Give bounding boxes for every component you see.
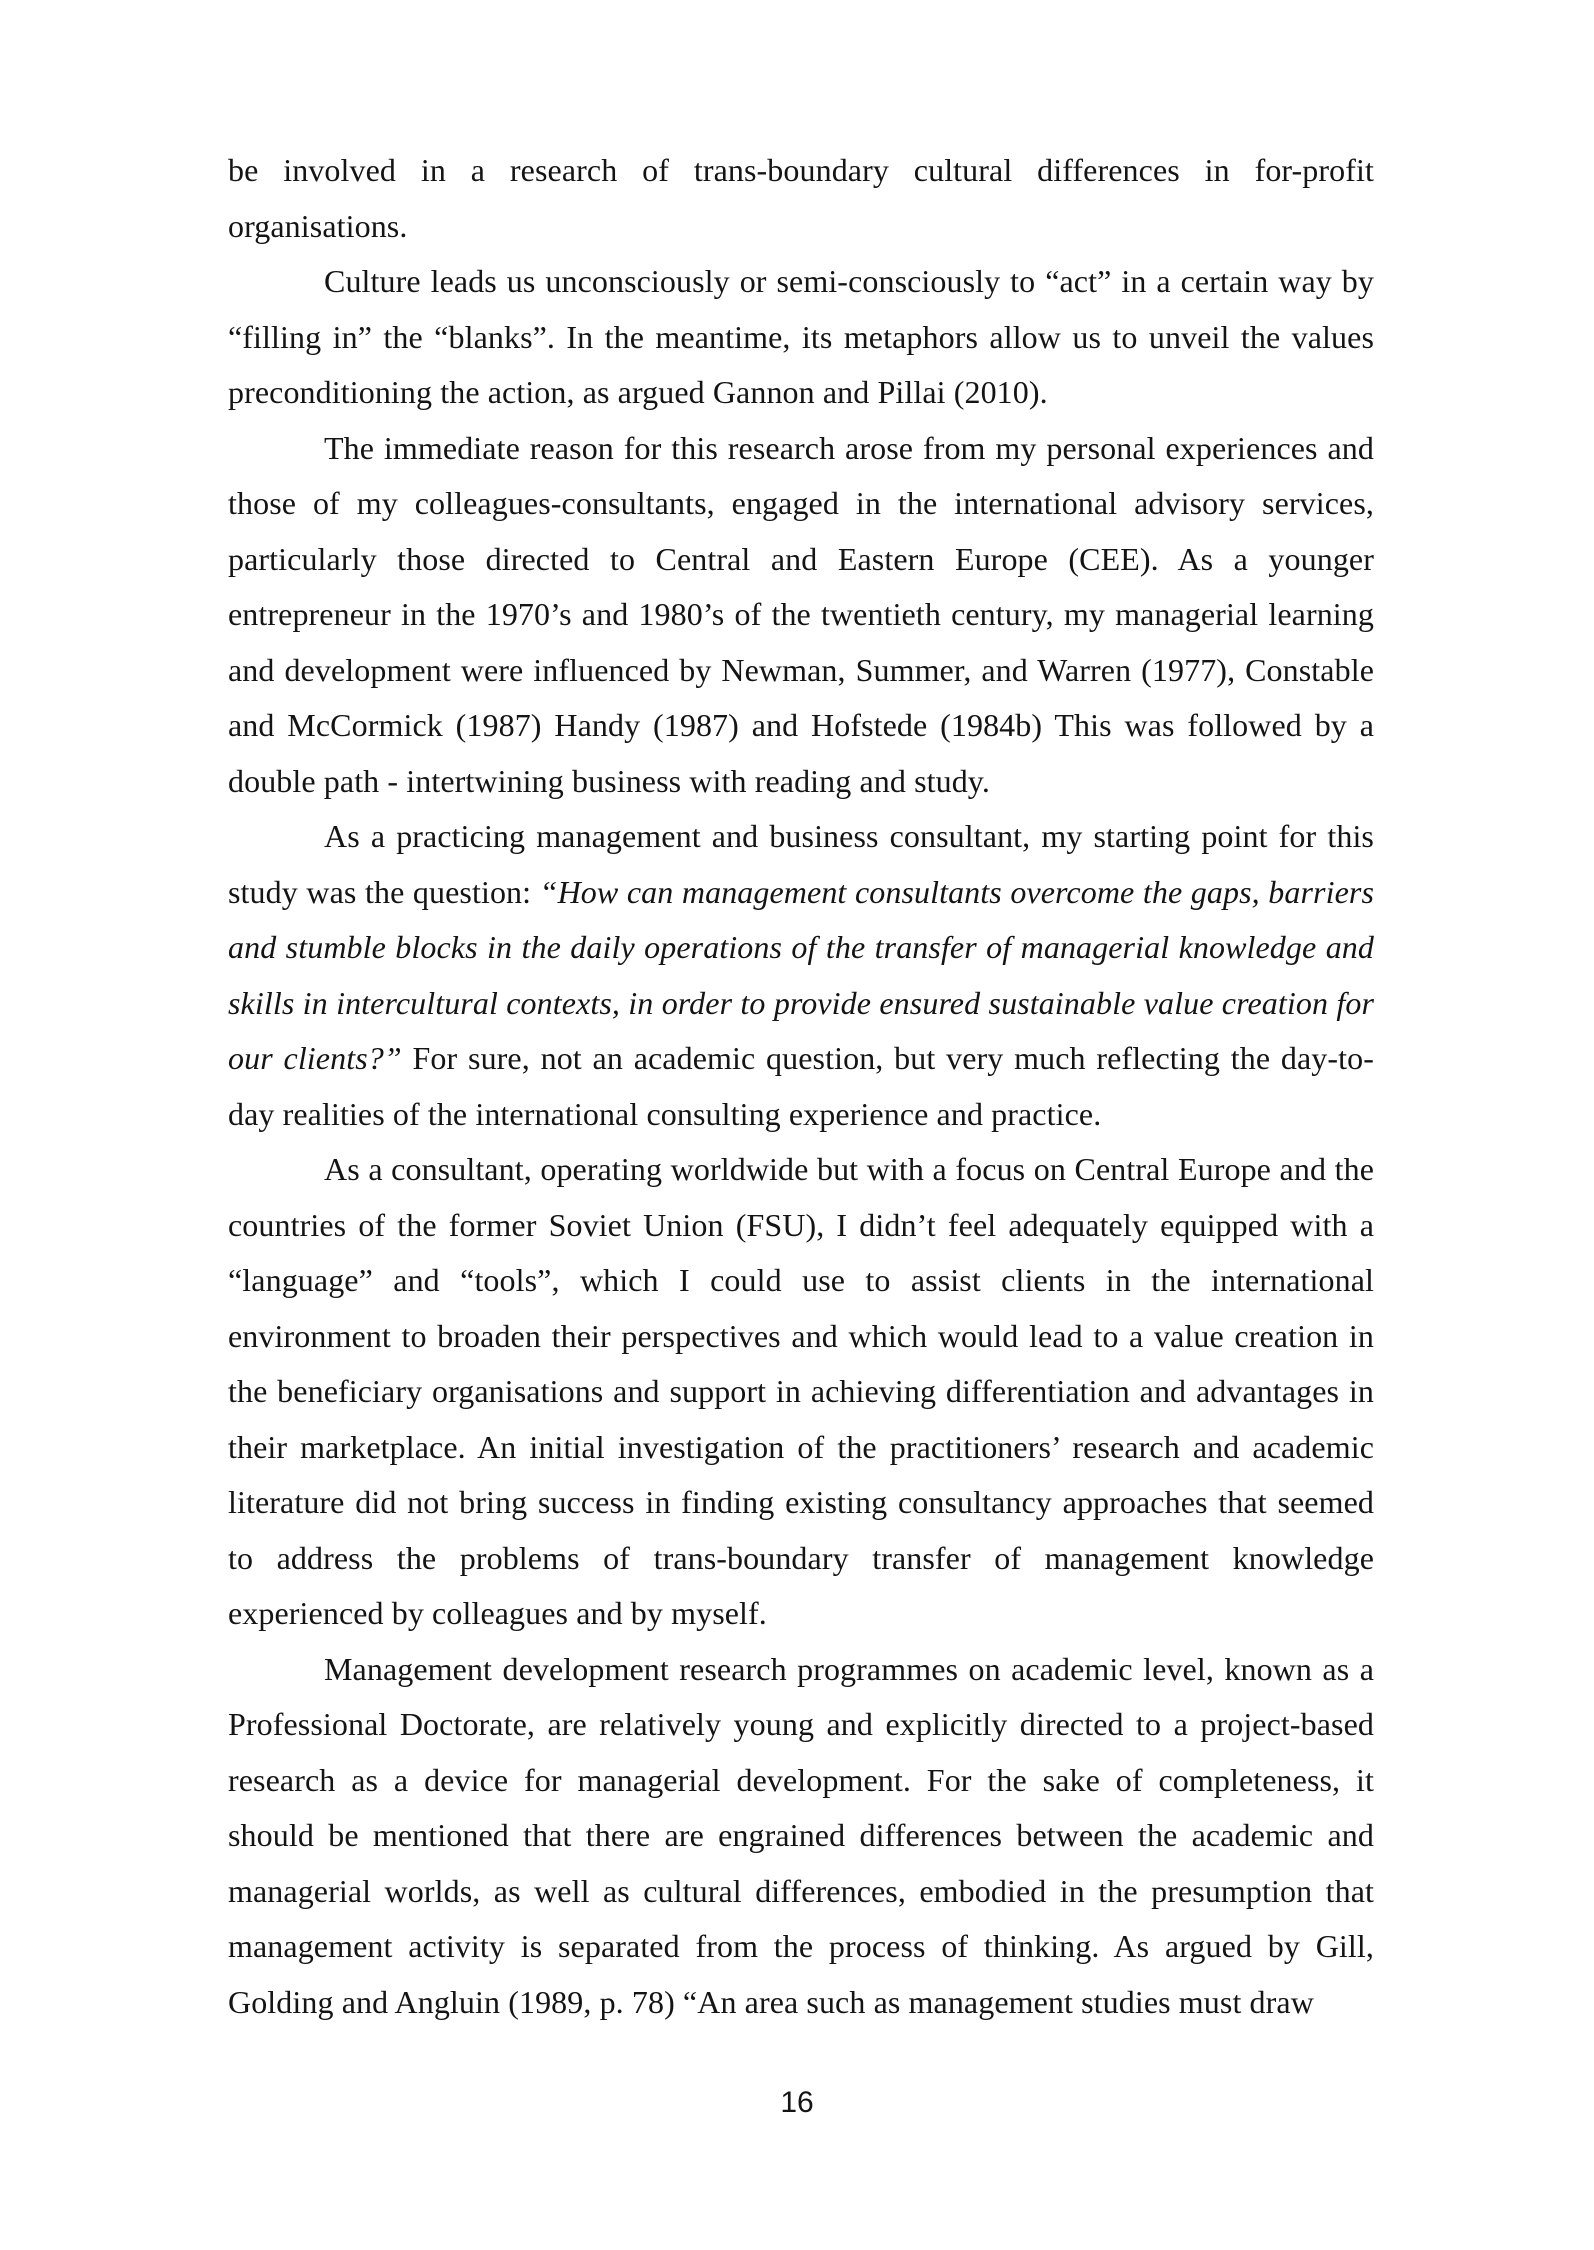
paragraph <box>228 143 1374 254</box>
document-body <box>228 143 1374 2030</box>
page-number: 16 <box>780 2086 814 2119</box>
body-text: be involved in a research of trans-boundary cultural differences in for-profit organisations. <box>228 152 1374 244</box>
paragraph <box>228 421 1374 810</box>
body-text: As a practicing management and business consultant, my starting point for this study was the question: <box>228 818 1374 910</box>
paragraph <box>228 809 1374 1142</box>
body-text: Culture leads us unconsciously or semi-consciously to “act” in a certain way by “filling in” the “blanks”. In the meantime, its metaphors allow us to unveil the values preconditioning the action, as argued Gannon and Pillai (2010). <box>228 263 1374 410</box>
paragraph <box>228 254 1374 421</box>
body-text: Management development research programmes on academic level, known as a Professional Doctorate, are relatively young and explicitly directed to a project-based research as a device for managerial development. For the sake of completeness, it should be mentioned that there are engrained differences between the academic and managerial worlds, as well as cultural differences, embodied in the presumption that management activity is separated from the process of thinking. As argued by Gill, Golding and Angluin (1989, p. 78) “An area such as management studies must draw <box>228 1650 1374 2020</box>
italic-quote-text: “How can management consultants overcome the gaps, barriers and stumble blocks in the daily operations of the transfer of managerial knowledge and skills in intercultural contexts, in order to provide ensured sustainable value creation for our clients?” <box>228 873 1374 1076</box>
paragraph <box>228 1142 1374 1642</box>
body-text: As a consultant, operating worldwide but with a focus on Central Europe and the countries of the former Soviet Union (FSU), I didn’t feel adequately equipped with a “language” and “tools”, which I could use to assist clients in the international environment to broaden their perspectives and which would lead to a value creation in the beneficiary organisations and support in achieving differentiation and advantages in their marketplace. An initial investigation of the practitioners’ research and academic literature did not bring success in finding existing consultancy approaches that seemed to address the problems of trans-boundary transfer of management knowledge experienced by colleagues and by myself. <box>228 1151 1374 1631</box>
body-text: The immediate reason for this research arose from my personal experiences and those of my colleagues-consultants, engaged in the international advisory services, particularly those directed to Central and Eastern Europe (CEE). As a younger entrepreneur in the 1970’s and 1980’s of the twentieth century, my managerial learning and development were influenced by Newman, Summer, and Warren (1977), Constable and McCormick (1987) Handy (1987) and Hofstede (1984b) This was followed by a double path - intertwining business with reading and study. <box>228 429 1374 799</box>
paragraph <box>228 1642 1374 2031</box>
body-text: For sure, not an academic question, but very much reflecting the day-to-day realities of the international consulting experience and practice. <box>228 1040 1374 1132</box>
